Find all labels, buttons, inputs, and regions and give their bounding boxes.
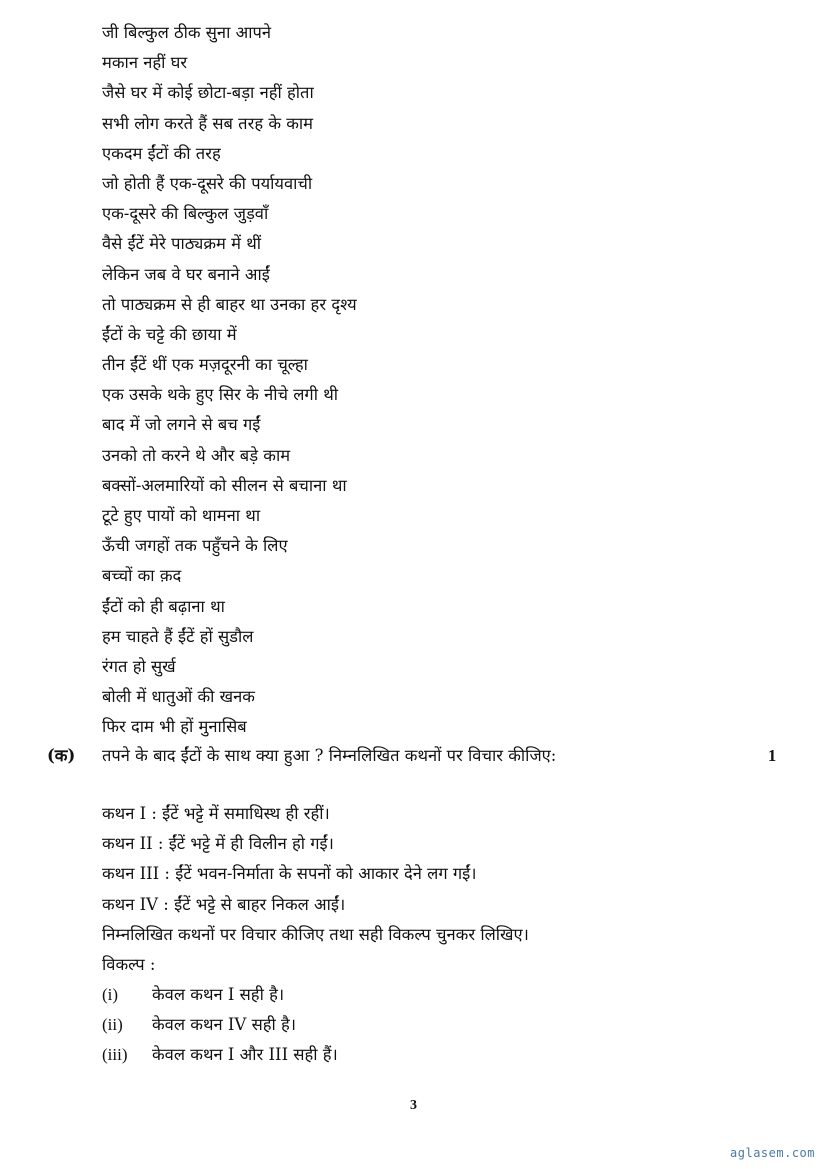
poem-line: एक-दूसरे की बिल्कुल जुड़वाँ [102, 204, 269, 224]
poem-line: ऊँची जगहों तक पहुँचने के लिए [102, 536, 288, 556]
poem-line: ईंटों को ही बढ़ाना था [102, 596, 225, 616]
option-text: केवल कथन I सही है। [152, 985, 285, 1004]
poem-line: लेकिन जब वे घर बनाने आईं [102, 264, 270, 284]
poem-line: ईंटों के चट्टे की छाया में [102, 324, 237, 344]
question-label: (क) [47, 746, 76, 765]
poem-line: जैसे घर में कोई छोटा-बड़ा नहीं होता [102, 83, 314, 103]
poem-line: उनको तो करने थे और बड़े काम [102, 445, 291, 465]
options-heading: विकल्प : [102, 954, 156, 974]
statement-line: कथन I : ईंटें भट्टे में समाधिस्थ ही रहीं। [102, 804, 330, 823]
statement-line: कथन III : ईंटें भवन-निर्माता के सपनों को आकार देने लग गईं। [102, 864, 477, 884]
question-marks: 1 [768, 746, 777, 765]
poem-line: सभी लोग करते हैं सब तरह के काम [102, 113, 314, 133]
option-number: (i) [102, 985, 119, 1004]
statement-line: कथन IV : ईंटें भट्टे से बाहर निकल आईं। [102, 894, 346, 914]
question-text: तपने के बाद ईंटों के साथ क्या हुआ ? निम्नलिखित कथनों पर विचार कीजिए: [102, 746, 557, 765]
poem-line: बक्सों-अलमारियों को सीलन से बचाना था [102, 475, 347, 495]
poem-line: रंगत हो सुर्ख [102, 656, 176, 676]
poem-line: टूटे हुए पायों को थामना था [102, 506, 261, 525]
poem-line: तीन ईंटें थीं एक मज़दूरनी का चूल्हा [102, 355, 308, 375]
poem-line: फिर दाम भी हों मुनासिब [102, 717, 247, 737]
watermark: aglasem.com [730, 1146, 815, 1160]
question-row [0, 741, 827, 771]
statement-line: कथन II : ईंटें भट्टे में ही विलीन हो गईं। [102, 834, 334, 854]
poem-line: एकदम ईंटों की तरह [102, 143, 221, 163]
poem-line: तो पाठ्यक्रम से ही बाहर था उनका हर दृश्य [102, 294, 357, 314]
poem-line: जी बिल्कुल ठीक सुना आपने [102, 23, 272, 42]
option-text: केवल कथन I और III सही हैं। [152, 1045, 338, 1065]
statements-block [102, 799, 782, 980]
poem-line: वैसे ईंटें मेरे पाठ्यक्रम में थीं [102, 234, 262, 254]
option-item [102, 980, 782, 1010]
option-number: (ii) [102, 1015, 123, 1035]
option-number: (iii) [102, 1045, 128, 1065]
page-number: 3 [410, 1098, 417, 1113]
poem-line: जो होती हैं एक-दूसरे की पर्यायवाची [102, 173, 313, 193]
poem-line: बच्चों का क़द [102, 566, 182, 586]
option-item [102, 1010, 782, 1040]
poem-block [102, 18, 702, 743]
poem-line: बाद में जो लगने से बच गईं [102, 415, 261, 435]
instruction-line: निम्नलिखित कथनों पर विचार कीजिए तथा सही विकल्प चुनकर लिखिए। [102, 924, 529, 944]
option-item [102, 1040, 782, 1070]
poem-line: एक उसके थके हुए सिर के नीचे लगी थी [102, 385, 339, 405]
poem-line: हम चाहते हैं ईंटें हों सुडौल [102, 626, 254, 646]
options-list [102, 980, 782, 1071]
option-text: केवल कथन IV सही है। [152, 1015, 297, 1035]
poem-line: मकान नहीं घर [102, 53, 188, 73]
poem-line: बोली में धातुओं की खनक [102, 687, 255, 707]
